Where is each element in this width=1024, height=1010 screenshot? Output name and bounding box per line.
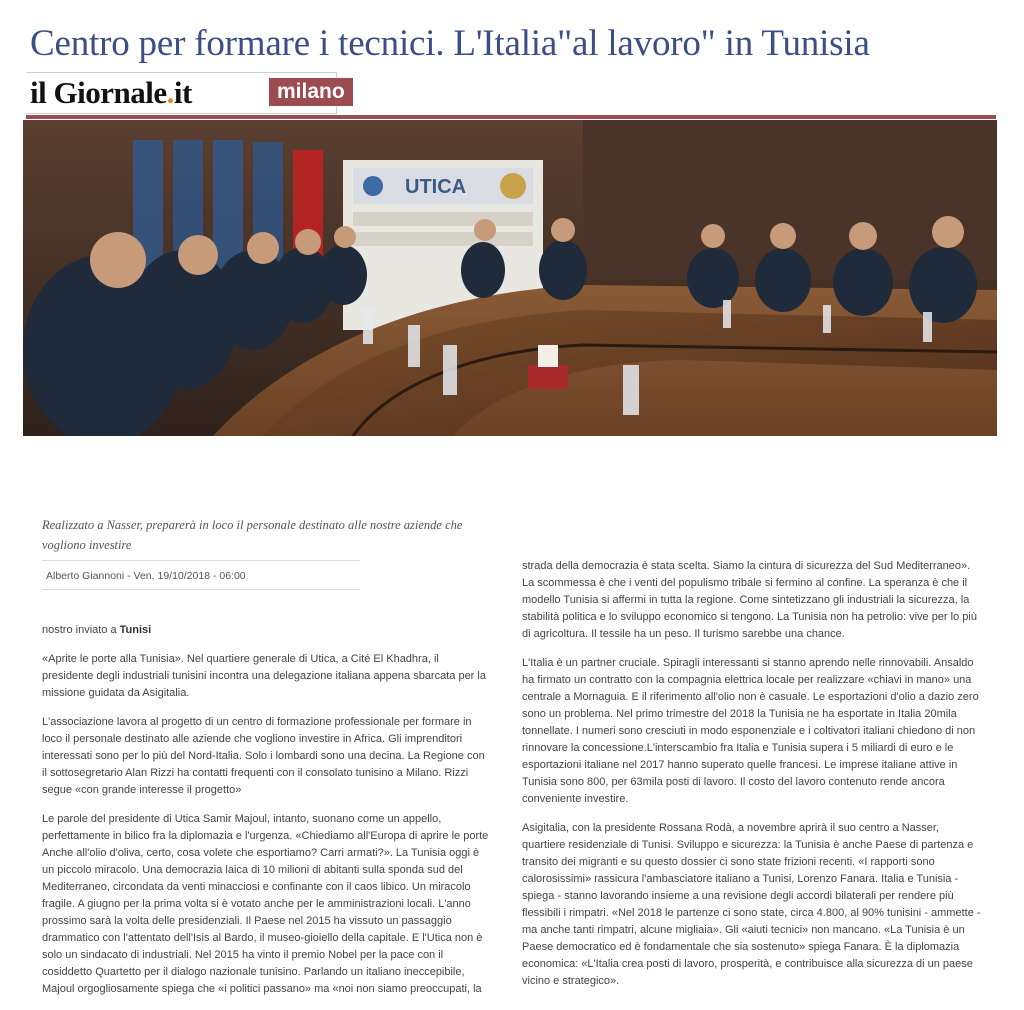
logo-suffix: it	[173, 75, 192, 110]
site-logo[interactable]	[30, 75, 192, 111]
masthead	[26, 72, 996, 112]
dateline	[42, 622, 490, 639]
paragraph: strada della democrazia è stata scelta. Siamo la cintura di sicurezza del Sud Mediterraneo». La scommessa è che i venti del populismo tribale si fermino al confine. La speranza è che il modello Tunisia si affermi in tutta la regione. Come sintetizzano gli industriali la sicurezza, la stabilità politica e lo sviluppo economico si tengono. La Tunisia non ha petrolio: vive per lo più di agricoltura. Il tessile ha un peso. Il turismo sarebbe una chance.	[522, 560, 977, 640]
article-column-right	[522, 558, 984, 1002]
paragraph: Asigitalia, con la presidente Rossana Rodà, a novembre aprirà il suo centro a Nasser, quartiere residenziale di Tunisi. Sviluppo e sicurezza: la Tunisia è anche Paese di partenza e transito dei migranti e su questo dossier ci sono state frizioni recenti. «I rapporti sono calorosissimi» rassicura l'ambasciatore italiano a Tunisi, Lorenzo Fanara. Italia e Tunisia - spiega - stanno lavorando insieme a una revisione degli accordi bilaterali per rendere più flessibili i rimpatri. «Nel 2018 le partenze ci sono state, circa 4.800, al 90% tunisini - ammette - ma anche tanti rimpatri, alcune migliaia». Gli «aiuti tecnici» non mancano. «La Tunisia è un Paese democratico ed è fondamentale che sia sostenuto» spiega Fanara. È la diplomazia economica: «L'Italia crea posti di lavoro, prosperità, e contribuisce alla sicurezza di un paese vicino e strategico».	[522, 822, 981, 987]
dateline-prefix: nostro inviato a	[42, 624, 120, 636]
logo-box[interactable]	[26, 72, 345, 114]
logo-dot: .	[166, 75, 174, 110]
article-photo	[23, 120, 997, 436]
article-headline: Centro per formare i tecnici. L'Italia"al lavoro" in Tunisia	[30, 23, 870, 64]
paragraph: Le parole del presidente di Utica Samir Majoul, intanto, suonano come un appello, perfettamente in bilico fra la diplomazia e l'urgenza. «Chiediamo all'Europa di aprire le porte Anche all'olio d'oliva, certo, cosa volete che esportiamo? Carri armati?». La Tunisia oggi è un piccolo miracolo. Una democrazia laica di 10 milioni di abitanti sulla sponda sud del Mediterraneo, circondata da venti minacciosi e confinante con il caos libico. Un miracolo fragile. A giugno per la prima volta si è votato anche per le amministrazioni locali. L'anno prossimo sarà la volta delle presidenziali. Il Paese nel 2015 ha vissuto un passaggio drammatico con l'attentato dell'Isis al Bardo, il museo-gioiello della capitale. E l'Utica non è solo un sindacato di industriali. Nel 2015 ha vinto il premio Nobel per la pace con il cosiddetto Quartetto per il dialogo nazionale tunisino. Parlando un italiano ineccepibile, Majoul orgogliosamente spiega che «i politici passano» ma «noi non siamo preoccupati, la	[42, 813, 489, 995]
banner-text: UTICA	[405, 176, 467, 198]
meeting-photo-illustration	[23, 120, 997, 436]
paragraph: L'associazione lavora al progetto di un centro di formazione professionale per formare in loco il personale destinato alle aziende che vogliono investire in Africa. Gli imprenditori interessati sono per lo più del Nord-Italia. Solo i lombardi sono una decina. La Regione con il sottosegretario Alan Rizzi ha contatti frequenti con il consolato tunisino a Milano. Rizzi segue «con grande interesse il progetto»	[42, 716, 485, 796]
dateline-place: Tunisi	[119, 624, 152, 636]
article-subhead: Realizzato a Nasser, preparerà in loco il personale destinato alle nostre aziende che vogliono investire	[42, 518, 463, 552]
article-column-left	[42, 622, 490, 1010]
logo-main: il Giornale	[30, 75, 167, 110]
masthead-rule	[26, 115, 996, 119]
section-tag-milano[interactable]: milano	[269, 78, 353, 106]
article-byline: Alberto Giannoni - Ven, 19/10/2018 - 06:00	[42, 560, 360, 590]
paragraph: «Aprite le porte alla Tunisia». Nel quartiere generale di Utica, a Cité El Khadhra, il presidente degli industriali tunisini incontra una delegazione italiana appena sbarcata per la missione guidata da Asigitalia.	[42, 653, 486, 699]
paragraph: L'Italia è un partner cruciale. Spiragli interessanti si stanno aprendo nelle rinnovabili. Ansaldo ha firmato un contratto con la compagnia elettrica locale per realizzare «chiavi in mano» una centrale a Mornaguia. E il riferimento all'olio non è casuale. Le esportazioni d'olio a dazio zero sono un problema. Nel primo trimestre del 2018 la Tunisia ne ha esportate in Italia 20mila tonnellate. I numeri sono cresciuti in modo esponenziale e i coltivatori italiani chiedono di non rinnovare la concessione.L'interscambio fra Italia e Tunisia supera i 5 miliardi di euro e le esportazioni italiane nel 2017 hanno superato quelle francesi. Le imprese italiane attive in Tunisia sono 800, per 63mila posti di lavoro. Il costo del lavoro contenuto rende ancora conveniente investire.	[522, 657, 979, 805]
